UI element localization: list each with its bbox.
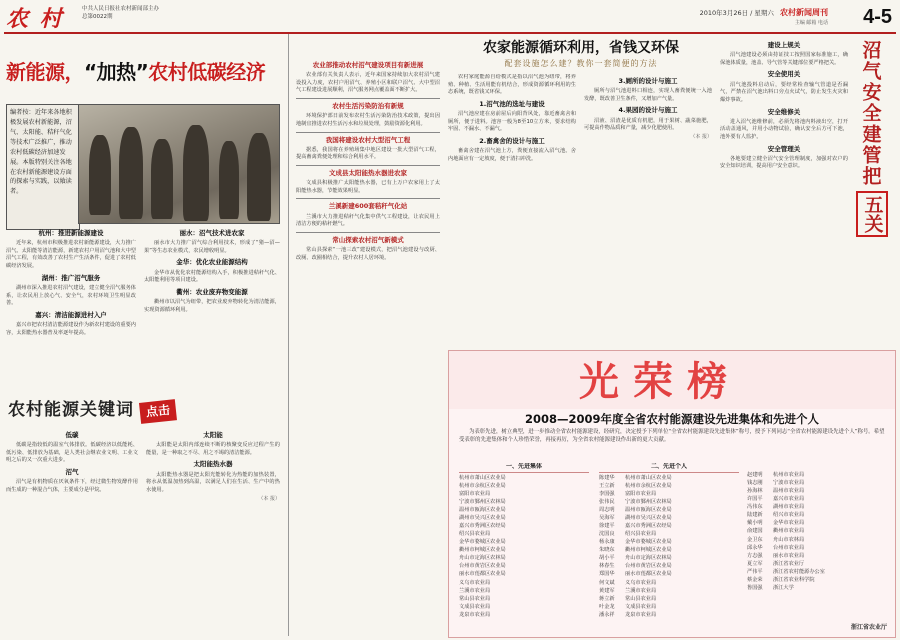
honor-individual-item [747, 568, 887, 576]
keywords-column-2: 太阳能 太阳能是太阳内部连续不断的核聚变反应过程产生的能量，是一种取之不尽、用之不竭的清洁能源。 太阳能热水器 太阳能热水器是把太阳光能转化为热能的加热装置，将水从低温加热到高温，以满足人们在生活、生产中的热水使用。 （本 报） [146, 431, 280, 502]
honor-collective-item: 衢州市柯城区农业局 [459, 547, 506, 554]
honor-person-unit: 宁波市鄞州区农林局 [625, 498, 672, 505]
honor-person-name: 杨永康 [599, 539, 615, 546]
honor-person-name: 许国平 [747, 496, 763, 503]
honor-individual-item [747, 576, 887, 584]
honor-individual-item [599, 530, 739, 538]
honor-body: 为表彰先进，树立典型，进一步推动全省农村能源建设，经研究，决定授予下列单位“全省农村能源建设先进集体”称号，授予下列同志“全省农村能源建设先进个人”称号。希望受表彰的先进集体和个人珍惜荣誉，再接再厉，为全省农村能源建设作出新的更大贡献。 [459, 429, 885, 444]
honor-individual-item [747, 495, 887, 503]
headline: 新能源，“加热”农村低碳经济 [6, 60, 266, 84]
safety-key-words: 五关 [856, 191, 888, 237]
news-briefs-column: 农业部推动农村沼气建设项目有新进展 农业部有关负责人表示，近年来国家持续加大农村沼气建设投入力度，农村户用沼气、养殖小区和联户沼气、大中型沼气工程建设进展顺利，沼气服务网点覆盖面不断扩大。 农村生活污染防治有新规 环境保护部日前发布农村生活污染防治技术政策，提出因地制宜推进农村生活污水和垃圾处理，鼓励资源化利用。 我国将建设农村大型沼气工程 据悉，我国将在养殖场集中地区建设一批大型沼气工程，提高畜禽粪便处理和综合利用水平。 文成县太阳能热水器进农家 文成县积极推广太阳能热水器，已有上万户农家用上了太阳能热水器，节能效果明显。 兰溪新建600套秸秆气化站 兰溪市大力推进秸秆气化集中供气工程建设，让农民用上清洁方便的秸秆燃气。 常山探索农村沼气新模式 常山县探索“一池三改”建设模式，把沼气池建设与改厨、改厕、改圈相结合，提升农村人居环境。 [296, 61, 440, 261]
honor-person-name: 张伟民 [599, 498, 615, 505]
honor-person-name: 蔡金荣 [747, 576, 763, 583]
honor-collective-item: 富阳市农业局 [459, 490, 491, 497]
honor-person-unit: 湖州市农业局 [773, 504, 805, 511]
honor-collective-item: 丽水市莲都区农业局 [459, 571, 506, 578]
honor-collective-item: 杭州市余杭区农业局 [459, 482, 506, 489]
honor-individual-item [599, 595, 739, 603]
honor-individual-item [599, 554, 739, 562]
honor-person-name: 吴海军 [599, 515, 615, 521]
honor-individual-item [747, 503, 887, 511]
honor-collective-item: 兰溪市农业局 [459, 587, 491, 594]
honor-person-unit: 浙江大学 [773, 584, 794, 591]
honor-individual-item [599, 498, 739, 506]
honor-person-unit: 兰溪市农业局 [625, 587, 657, 594]
honor-individual-item [747, 511, 887, 519]
left-column-1: 杭州：推进新能源建设 近年来，杭州市积极推进农村新能源建设，大力推广沼气、太阳能等清洁能源，新建农村户用沼气池和大中型沼气工程，有效改善了农村生产生活条件，促进了农村低碳经济发展。 湖州：推广沼气服务 湖州市深入推进农村沼气建设，建立健全沼气服务体系，让农民用上放心气、安全气，农村环境卫生明显改善。 嘉兴：清洁能源进村入户 嘉兴市把农村清洁能源建设作为新农村建设的重要内容，太阳能热水器普及率逐年提高。 [6, 229, 136, 336]
honor-person-name: 黄建军 [599, 587, 615, 594]
honor-collective-item: 杭州市萧山区农业局 [459, 474, 506, 481]
honor-person-unit: 富阳市农业局 [625, 490, 657, 497]
keywords-title: 农村能源关键词 [8, 400, 134, 420]
keywords-banner [8, 398, 280, 422]
honor-individual-item [599, 538, 739, 546]
page-number: 4-5 [863, 6, 892, 28]
honor-individual-item [599, 522, 739, 530]
keywords-tag: 点击 [139, 399, 177, 424]
honor-collective-item: 绍兴县农业局 [459, 531, 491, 538]
honor-footer: 浙江省农业厅 [850, 624, 887, 632]
page-divider [288, 34, 289, 636]
honor-person-unit: 衢州市柯城区农业局 [625, 547, 672, 554]
newspaper-logo: 农 村 [6, 6, 64, 32]
honor-person-name: 胡小平 [599, 555, 615, 562]
honor-person-unit: 温州市瓯海区农业局 [625, 506, 672, 513]
honor-individual-item [599, 587, 739, 595]
masthead-date: 2010年3月26日 / 星期六 农村新闻周刊 [699, 8, 828, 17]
honor-individual-item [599, 482, 739, 490]
honor-person-unit: 浙江省农业科学院 [773, 576, 815, 583]
honor-list-individuals-2 [747, 471, 887, 621]
left-column-2: 丽水：沼气技术进农家 丽水市大力推广沼气综合利用技术，形成了“猪—沼—果”等生态农业模式，农民增收明显。 金华：优化农业能源结构 金华市从优化农村能源结构入手，积极推进秸秆气化、太阳能利用等项目建设。 衢州：农业废弃物变能源 衢州市以沼气为纽带，把农业废弃物转化为清洁能源，实现资源循环利用。 [144, 229, 280, 313]
honor-title: 2008—2009年度全省农村能源建设先进集体和先进个人 [524, 412, 819, 426]
honor-person-name: 俞建国 [747, 528, 763, 535]
honor-person-unit: 嘉兴市秀洲区农经局 [625, 523, 672, 530]
center-article-title: 农家能源循环利用，省钱又环保 [483, 40, 679, 56]
honor-collective-item: 义乌市农业局 [459, 579, 491, 586]
honor-collective-item: 嘉兴市秀洲区农经局 [459, 523, 506, 530]
honor-person-unit: 绍兴县农业局 [625, 531, 657, 538]
honor-person-name: 陆建新 [747, 512, 763, 519]
honor-person-name: 郑国华 [599, 571, 615, 578]
honor-person-name: 蒋立新 [599, 595, 615, 602]
honor-individual-item [747, 527, 887, 535]
honor-individual-item [599, 546, 739, 554]
honor-person-name: 朱晓东 [599, 547, 615, 554]
honor-individual-item [747, 487, 887, 495]
safety-column: 建设上规关 沼气池建设必须由持证技工按照国家标准施工，确保池体质量，池盖、导气管等关键部位要严格把关。 安全使用关 沼气池投料启动后，要经常检查输气管道是否漏气，严禁在沼气池出料口旁点火试气，防止发生火灾和爆炸事故。 安全维修关 进入沼气池维修前，必须先将池内料液出空，打开活动盖通风，并用小动物试验，确认安全后方可下池，池外要有人监护。 安全管理关 各地要建立健全沼气安全管理制度，加强对农户的安全知识培训，提高用户安全意识。 [720, 41, 848, 170]
center-article-subtitle: 配套设施怎么建？教你一套简便的方法 [504, 59, 658, 68]
honor-person-unit: 衢州市农业局 [773, 528, 805, 535]
honor-person-unit: 台州市农业局 [773, 544, 805, 551]
honor-person-unit: 舟山市农林局 [773, 536, 805, 543]
honor-person-unit: 龙泉市农业局 [625, 611, 657, 618]
honor-person-unit: 义乌市农业局 [625, 579, 657, 586]
honor-individual-item [599, 514, 739, 522]
honor-person-unit: 杭州市农业局 [773, 472, 805, 478]
honor-individual-item [599, 474, 739, 482]
masthead-contact: 主编 邮箱 电话 [794, 20, 828, 26]
honor-person-name: 金卫东 [747, 536, 763, 543]
honor-person-name: 夏立军 [747, 560, 763, 567]
honor-person-unit: 金华市农业局 [773, 520, 805, 527]
honor-list-collectives: 一、先进集体 杭州市萧山区农业局 杭州市余杭区农业局 富阳市农业局 宁波市鄞州区农林局 温州市瓯海区农业局 湖州市吴兴区农业局 嘉兴市秀洲区农经局 绍兴县农业局 金华市婺城区农业局 衢州市柯城区农业局 舟山市定海区农林局 台州市黄岩区农业局 丽水市莲都区农业局 义乌市农业局 兰溪市农业局 常山县农业局 文成县农业局 龙泉市农业局 [459, 463, 589, 627]
honor-person-unit: 台州市黄岩区农业局 [625, 563, 672, 570]
editor-note: 编者按：近年来各地积极发展农村新能源，沼气、太阳能、秸秆气化等技术广泛推广，推动农村低碳经济加速发展。本版特别关注各地在农村新能源建设方面的探索与实践，以飨读者。 [6, 104, 80, 230]
paper-name: 农村新闻周刊 [780, 8, 828, 17]
honor-person-name: 王立新 [599, 482, 615, 489]
honor-person-unit: 湖州市吴兴区农业局 [625, 515, 672, 521]
honor-collective-item: 温州市瓯海区农业局 [459, 506, 506, 513]
honor-person-unit: 常山县农业局 [625, 595, 657, 602]
honor-individual-item [747, 544, 887, 552]
honor-banner [449, 351, 895, 409]
honor-list-individuals-1: 二、先进个人 陈建华 杭州市萧山区农业局 王立新 杭州市余杭区农业局 李国强 富阳市农业局 张伟民 宁波市鄞州区农林局 周志明 温州市瓯海区农业局 吴海军 湖州市吴兴区农业局 徐建平 嘉兴市秀洲区农经局 沈国良 绍兴县农业局 杨永康 金华市婺城区农业局 朱晓东 衢州市柯城区农业局 胡小平 舟山市定海区农林局 林春生 台州市黄岩区农业局 郑国华 丽水市莲都区农业局 何文斌 义乌市农业局 黄建军 兰溪市农业局 蒋立新 常山县农业局 叶金龙 文成县农业局 潘永祥 龙泉市农业局 [599, 463, 739, 627]
honor-collective-item: 宁波市鄞州区农林局 [459, 498, 506, 505]
honor-person-name: 严伟平 [747, 568, 763, 575]
honor-individual-item [747, 479, 887, 487]
honor-individual-item [747, 471, 887, 479]
honor-collective-item: 文成县农业局 [459, 603, 491, 610]
honor-person-name: 沈国良 [599, 531, 615, 538]
honor-individual-item [599, 490, 739, 498]
honor-person-name: 何文斌 [599, 579, 615, 586]
news-photo [78, 104, 280, 224]
honor-person-unit: 杭州市余杭区农业局 [625, 482, 672, 489]
honor-person-name: 叶金龙 [599, 603, 615, 610]
keywords-column-1: 低碳 低碳是指较低的温室气体排放。低碳经济以低能耗、低污染、低排放为基础，是人类社会继农业文明、工业文明之后的又一次重大进步。 沼气 沼气是有机物质在厌氧条件下，经过微生物发酵作用而生成的一种混合气体，主要成分是甲烷。 [6, 431, 138, 493]
honor-person-name: 陈建华 [599, 474, 615, 481]
honor-individual-item [599, 603, 739, 611]
honor-person-unit: 金华市婺城区农业局 [625, 539, 672, 546]
honor-collective-item: 舟山市定海区农林局 [459, 555, 506, 562]
honor-individual-item [599, 579, 739, 587]
honor-person-unit: 宁波市农业局 [773, 480, 805, 487]
center-article-col-2: 3.厕所的设计与施工 厕所与沼气池进料口相连，实现人畜粪便统一入池发酵，既改善卫生条件，又增加产气量。 4.果园的设计与施工 沼液、沼渣是优质有机肥，用于果树、蔬菜施肥，可提高作物品质和产量，减少化肥使用。 （本 报） [584, 77, 712, 140]
honor-person-name: 徐建平 [599, 523, 615, 530]
masthead-sub: 中共人民日报社农村新闻部主办 总第0022期 [82, 6, 160, 20]
honor-person-name: 周志明 [599, 506, 615, 513]
honor-individual-item [599, 562, 739, 570]
honor-person-unit: 舟山市定海区农林局 [625, 555, 672, 562]
honor-person-name: 方志强 [747, 552, 763, 559]
honor-individual-item [747, 519, 887, 527]
honor-collective-item: 湖州市吴兴区农业局 [459, 515, 506, 521]
safety-vertical-title: 沼气安全建管把 五关 [856, 40, 896, 340]
honor-individual-item [747, 560, 887, 568]
honor-person-unit: 绍兴市农业局 [773, 512, 805, 519]
honor-person-unit: 丽水市莲都区农业局 [625, 571, 672, 578]
honor-collective-item: 常山县农业局 [459, 595, 491, 602]
honor-person-unit: 浙江省农村能源办公室 [773, 568, 825, 575]
center-article-col-1: 农村家庭能源自给模式是指以沼气池为纽带，将养殖、种植、生活用能有机结合，形成资源循环利用的生态系统，既省钱又环保。 1.沼气池的选址与建设 沼气池应建在房前屋后向阳背风处，靠近畜禽舍和厕所，便于进料。池容一般为8至10立方米，要求结构牢固、不漏水、不漏气。 2.畜禽舍的设计与施工 畜禽舍建在沼气池上方，粪便直接流入沼气池。舍内地面应有一定坡度，便于清扫冲洗。 [448, 74, 576, 162]
honor-person-name: 戴小明 [747, 520, 763, 527]
honor-person-name: 林春生 [599, 563, 615, 570]
honor-individual-item [599, 506, 739, 514]
honor-person-name: 李国强 [599, 490, 615, 497]
honor-individual-item [747, 584, 887, 592]
honor-person-name: 鲁国强 [747, 584, 763, 591]
honor-person-unit: 杭州市萧山区农业局 [625, 474, 672, 481]
honor-person-unit: 温州市农业局 [773, 488, 805, 495]
masthead [4, 2, 896, 34]
honor-roll [448, 350, 896, 638]
honor-collective-item: 金华市婺城区农业局 [459, 539, 506, 546]
honor-person-unit: 丽水市农业局 [773, 552, 805, 559]
honor-individual-item [599, 570, 739, 578]
honor-collective-item: 台州市黄岩区农业局 [459, 563, 506, 570]
honor-person-unit: 浙江省农业厅 [773, 560, 805, 567]
honor-individual-item [747, 536, 887, 544]
honor-person-name: 孙海林 [747, 488, 763, 495]
honor-person-unit: 嘉兴市农业局 [773, 496, 805, 503]
honor-banner-text: 光荣榜 [579, 359, 741, 405]
honor-person-name: 钱志刚 [747, 480, 763, 487]
honor-person-unit: 文成县农业局 [625, 603, 657, 610]
honor-person-name: 赵建明 [747, 472, 763, 478]
honor-person-name: 潘永祥 [599, 611, 615, 618]
honor-individual-item [599, 611, 739, 619]
honor-person-name: 邱永华 [747, 544, 763, 551]
honor-individual-item [747, 552, 887, 560]
honor-collective-item: 龙泉市农业局 [459, 611, 491, 618]
honor-person-name: 冯伟东 [747, 504, 763, 511]
